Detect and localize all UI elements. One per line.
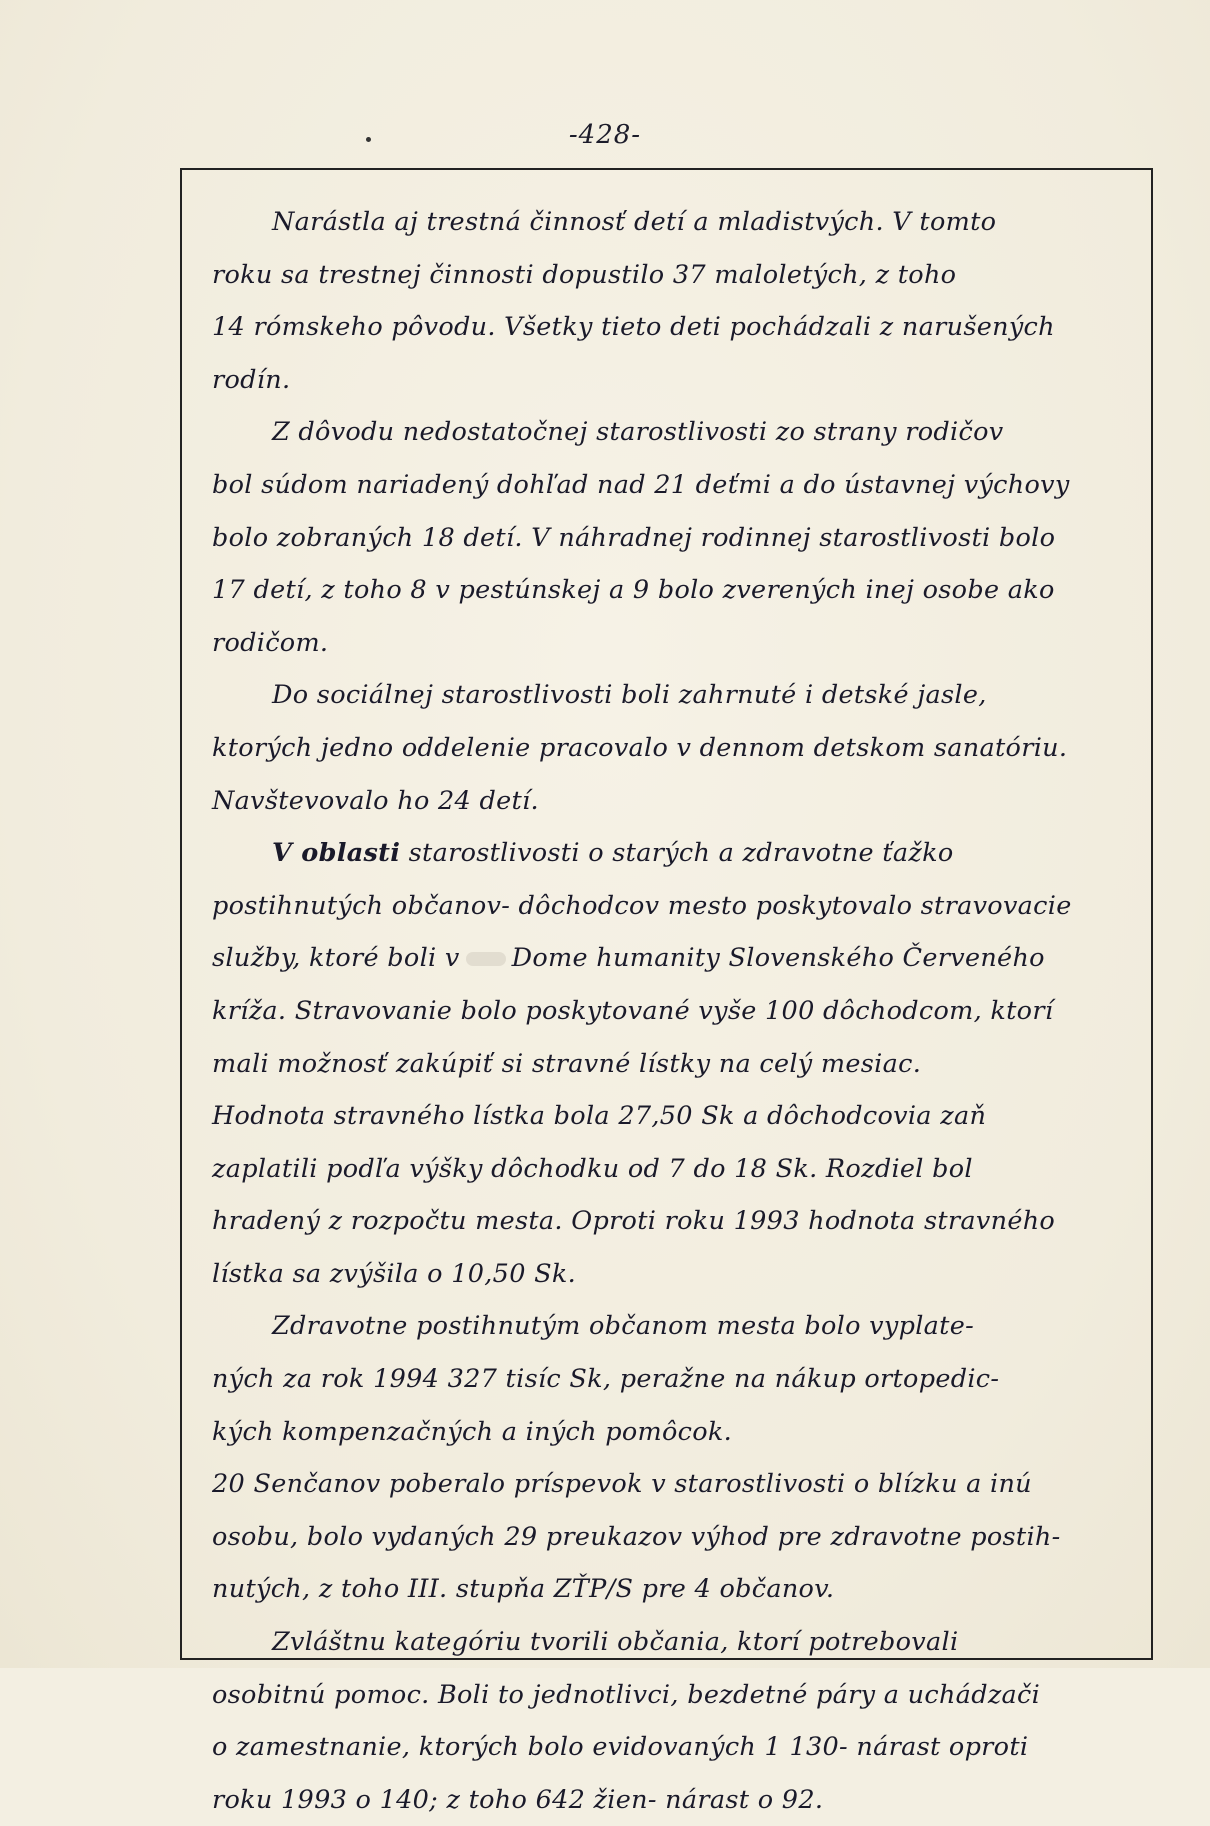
text-line: [212, 1195, 1142, 1248]
text-line: [212, 1563, 1142, 1616]
line-text: Narástla aj trestná činnosť detí a mladistvých. V tomto: [272, 207, 997, 237]
text-line: [212, 985, 1142, 1038]
line-text: Z dôvodu nedostatočnej starostlivosti zo strany rodičov: [272, 417, 1004, 448]
text-line: [212, 196, 1142, 249]
text-line: [212, 1721, 1142, 1774]
text-line: [212, 775, 1142, 828]
line-lead-text: služby, ktoré boli v: [212, 943, 460, 974]
line-text: starostlivosti o starých a zdravotne ťažko: [408, 838, 954, 869]
line-text: kých kompenzačných a iných pomôcok.: [212, 1416, 733, 1447]
handwritten-text-block: [212, 196, 1142, 1826]
text-line: [212, 722, 1142, 775]
text-line: [212, 1353, 1142, 1406]
line-text: postihnutých občanov- dôchodcov mesto poskytovalo stravovacie: [212, 890, 1072, 921]
line-text: osobu, bolo vydaných 29 preukazov výhod pre zdravotne postih-: [212, 1521, 1061, 1552]
line-text: Zvláštnu kategóriu tvorili občania, ktorí potrebovali: [272, 1627, 959, 1658]
line-text: 20 Senčanov poberalo príspevok v starostlivosti o blízku a inú: [212, 1469, 1032, 1500]
text-line: [212, 1511, 1142, 1564]
text-line: [212, 1669, 1142, 1722]
text-line: [212, 1300, 1142, 1353]
line-text: roku sa trestnej činnosti dopustilo 37 maloletých, z toho: [212, 259, 957, 290]
text-line: [212, 827, 1142, 880]
text-line: [212, 459, 1142, 512]
line-text: mali možnosť zakúpiť si stravné lístky na celý mesiac.: [212, 1048, 922, 1079]
line-text: hradený z rozpočtu mesta. Oproti roku 1993 hodnota stravného: [212, 1206, 1056, 1237]
line-text: 14 rómskeho pôvodu. Všetky tieto deti pochádzali z narušených: [212, 312, 1055, 343]
text-line: [212, 301, 1142, 354]
text-line: [212, 1616, 1142, 1669]
line-text: o zamestnanie, ktorých bolo evidovaných 1 130- nárast oproti: [212, 1732, 1029, 1763]
text-line: [212, 880, 1142, 933]
line-text: osobitnú pomoc. Boli to jednotlivci, bezdetné páry a uchádzači: [212, 1679, 1041, 1710]
line-text: bolo zobraných 18 detí. V náhradnej rodinnej starostlivosti bolo: [212, 522, 1056, 553]
ink-dot: [366, 137, 371, 142]
text-line: [212, 1090, 1142, 1143]
erasure-smudge: [466, 952, 506, 966]
text-line: [212, 406, 1142, 459]
line-text: roku 1993 o 140; z toho 642 žien- nárast o 92.: [212, 1784, 824, 1815]
line-text: ných za rok 1994 327 tisíc Sk, peražne na nákup ortopedic-: [212, 1364, 1000, 1395]
bold-lead-words: V oblasti: [272, 838, 401, 869]
text-line: [212, 1406, 1142, 1459]
text-line: [212, 1774, 1142, 1826]
line-text: lístka sa zvýšila o 10,50 Sk.: [212, 1258, 577, 1289]
page-number: -428-: [568, 120, 642, 150]
line-text: rodičom.: [212, 627, 329, 658]
line-text: ktorých jedno oddelenie pracovalo v dennom detskom sanatóriu.: [212, 732, 1068, 763]
text-line: [212, 617, 1142, 670]
line-text: kríža. Stravovanie bolo poskytované vyše 100 dôchodcom, ktorí: [212, 995, 1054, 1026]
text-line: [212, 1458, 1142, 1511]
line-text: Hodnota stravného lístka bola 27,50 Sk a dôchodcovia zaň: [212, 1101, 987, 1132]
line-text: bol súdom nariadený dohľad nad 21 deťmi a do ústavnej výchovy: [212, 469, 1070, 500]
text-line: [212, 669, 1142, 722]
text-line: [212, 932, 1142, 985]
line-text: rodín.: [212, 364, 291, 395]
text-line: [212, 354, 1142, 407]
text-line: [212, 249, 1142, 302]
text-line: [212, 1038, 1142, 1091]
line-text: Navštevovalo ho 24 detí.: [212, 785, 539, 816]
line-text: 17 detí, z toho 8 v pestúnskej a 9 bolo zverených inej osobe ako: [212, 575, 1055, 606]
line-text: zaplatili podľa výšky dôchodku od 7 do 18 Sk. Rozdiel bol: [212, 1153, 973, 1184]
text-line: [212, 564, 1142, 617]
text-line: [212, 1248, 1142, 1301]
line-text: Zdravotne postihnutým občanom mesta bolo vyplate-: [272, 1311, 975, 1342]
text-line: [212, 1143, 1142, 1196]
line-text: Do sociálnej starostlivosti boli zahrnuté i detské jasle,: [272, 680, 987, 711]
text-line: [212, 512, 1142, 565]
line-text: Dome humanity Slovenského Červeného: [511, 943, 1045, 974]
line-text: nutých, z toho III. stupňa ZŤP/S pre 4 občanov.: [212, 1574, 835, 1605]
